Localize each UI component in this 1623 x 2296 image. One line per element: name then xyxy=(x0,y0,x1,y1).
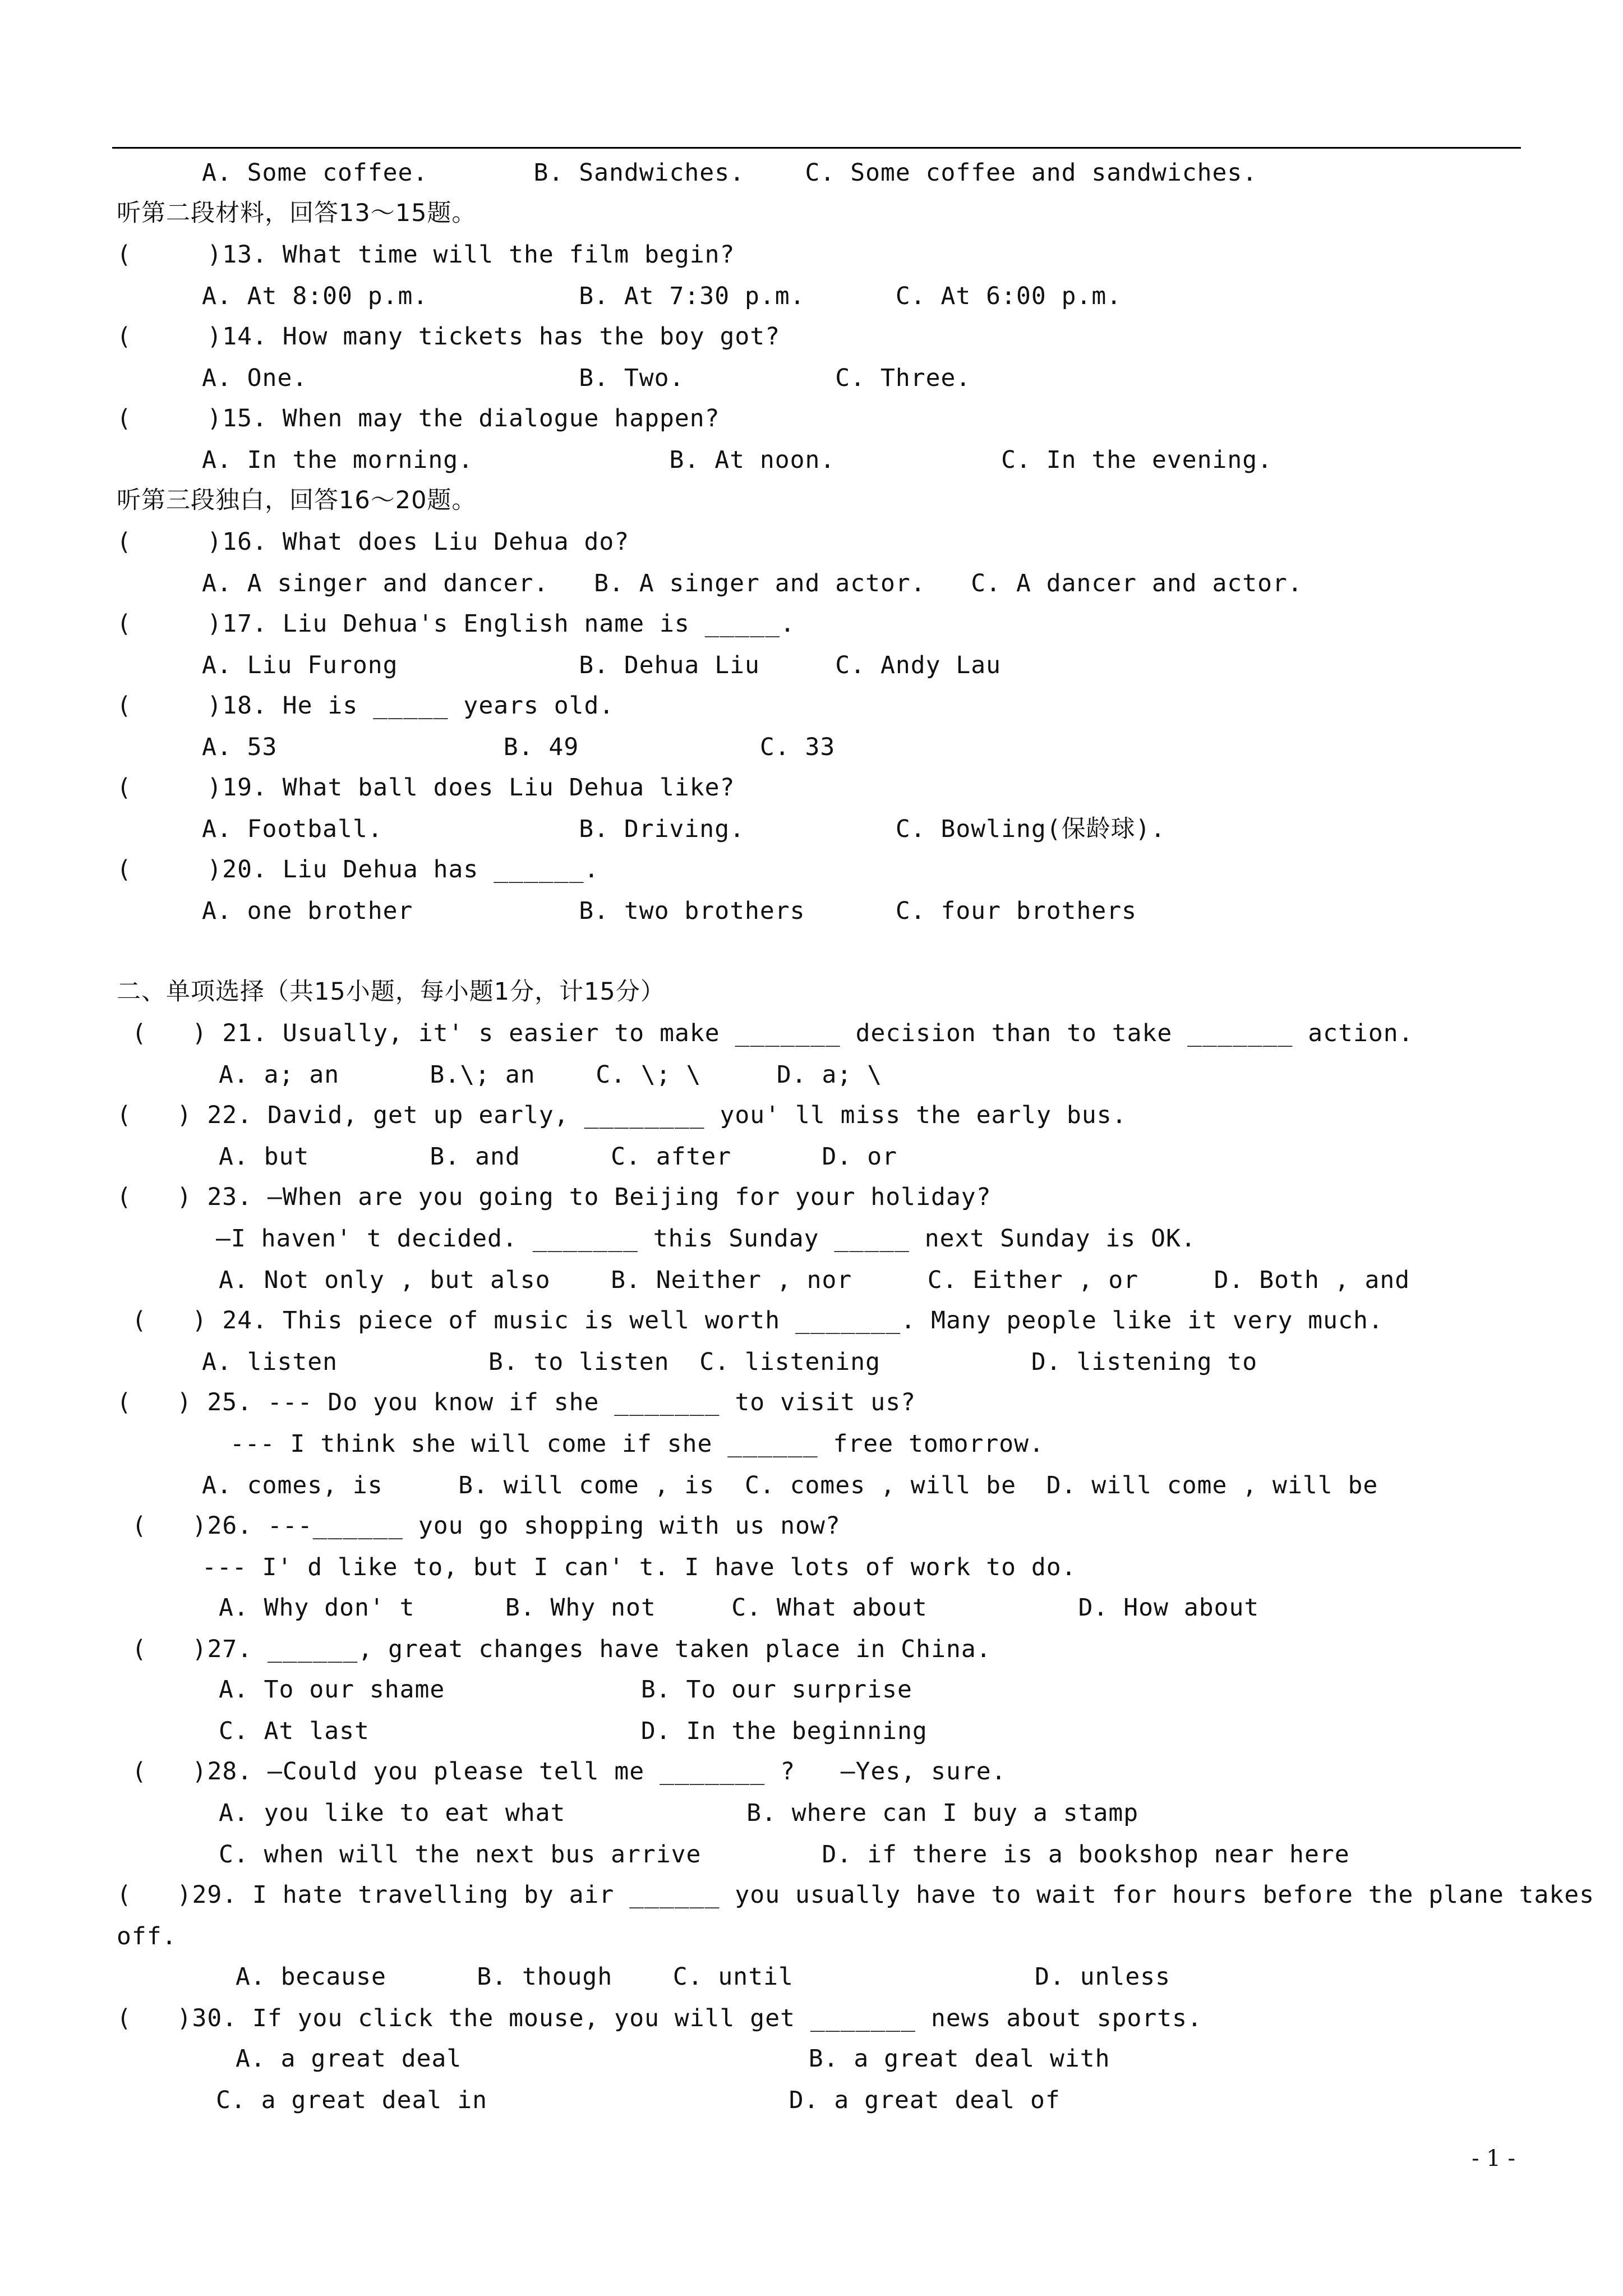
q14-options: A. One. B. Two. C. Three. xyxy=(202,364,971,392)
q18-options: A. 53 B. 49 C. 33 xyxy=(202,733,836,761)
question-14: ( )14. How many tickets has the boy got? xyxy=(117,323,781,351)
q29-options: A. because B. though C. until D. unless xyxy=(236,1963,1171,1991)
question-27: ( )27. ______, great changes have taken place in China. xyxy=(132,1635,992,1663)
question-28: ( )28. —Could you please tell me _______ ? —Yes, sure. xyxy=(132,1757,1007,1786)
q21-options: A. a; an B.\; an C. \; \ D. a; \ xyxy=(219,1061,883,1089)
q23-reply: —I haven' t decided. _______ this Sunday _____ next Sunday is OK. xyxy=(216,1225,1196,1253)
page-number: - 1 - xyxy=(1472,2146,1515,2171)
question-19: ( )19. What ball does Liu Dehua like? xyxy=(117,774,735,802)
q26-reply: --- I' d like to, but I can' t. I have lots of work to do. xyxy=(202,1553,1077,1581)
question-18: ( )18. He is _____ years old. xyxy=(117,692,615,720)
question-20: ( )20. Liu Dehua has ______. xyxy=(117,855,600,884)
question-29-continued: off. xyxy=(117,1922,177,1950)
q26-options: A. Why don' t B. Why not C. What about D. How about xyxy=(219,1594,1260,1622)
question-21: ( ) 21. Usually, it' s easier to make _______ decision than to take _______ action. xyxy=(132,1019,1414,1047)
q30-options-ab: A. a great deal B. a great deal with xyxy=(236,2045,1110,2073)
question-22: ( ) 22. David, get up early, ________ you' ll miss the early bus. xyxy=(117,1101,1127,1129)
question-29: ( )29. I hate travelling by air ______ you usually have to wait for hours before the plane takes xyxy=(117,1881,1595,1909)
q25-reply: --- I think she will come if she ______ free tomorrow. xyxy=(230,1430,1044,1458)
section-heading-single-choice: 二、单项选择（共15小题，每小题1分，计15分） xyxy=(117,978,665,1006)
header-rule xyxy=(112,147,1521,149)
question-30: ( )30. If you click the mouse, you will get _______ news about sports. xyxy=(117,2004,1202,2032)
question-16: ( )16. What does Liu Dehua do? xyxy=(117,528,630,556)
section-heading-part2: 听第二段材料，回答13～15题。 xyxy=(117,199,477,227)
q27-options-cd: C. At last D. In the beginning xyxy=(219,1717,928,1745)
q27-options-ab: A. To our shame B. To our surprise xyxy=(219,1676,912,1704)
question-13: ( )13. What time will the film begin? xyxy=(117,241,735,269)
q12-options: A. Some coffee. B. Sandwiches. C. Some coffee and sandwiches. xyxy=(202,159,1258,187)
q28-options-cd: C. when will the next bus arrive D. if there is a bookshop near here xyxy=(219,1841,1350,1869)
q28-options-ab: A. you like to eat what B. where can I buy a stamp xyxy=(219,1799,1139,1827)
q15-options: A. In the morning. B. At noon. C. In the evening. xyxy=(202,446,1273,474)
question-24: ( ) 24. This piece of music is well worth _______. Many people like it very much. xyxy=(132,1306,1384,1335)
q22-options: A. but B. and C. after D. or xyxy=(219,1143,897,1171)
question-17: ( )17. Liu Dehua's English name is _____. xyxy=(117,610,795,638)
q25-options: A. comes, is B. will come , is C. comes , will be D. will come , will be xyxy=(202,1471,1378,1499)
question-25: ( ) 25. --- Do you know if she _______ to visit us? xyxy=(117,1388,916,1416)
question-26: ( )26. ---______ you go shopping with us now? xyxy=(132,1512,841,1540)
q30-options-cd: C. a great deal in D. a great deal of xyxy=(216,2086,1061,2114)
q13-options: A. At 8:00 p.m. B. At 7:30 p.m. C. At 6:00 p.m. xyxy=(202,282,1122,310)
q16-options: A. A singer and dancer. B. A singer and actor. C. A dancer and actor. xyxy=(202,569,1303,597)
section-heading-part3: 听第三段独白，回答16～20题。 xyxy=(117,486,477,514)
q19-options: A. Football. B. Driving. C. Bowling(保龄球). xyxy=(202,815,1166,843)
question-23: ( ) 23. —When are you going to Beijing for your holiday? xyxy=(117,1183,992,1211)
q20-options: A. one brother B. two brothers C. four brothers xyxy=(202,897,1137,925)
question-15: ( )15. When may the dialogue happen? xyxy=(117,404,720,432)
q24-options: A. listen B. to listen C. listening D. listening to xyxy=(202,1348,1258,1376)
q23-options: A. Not only , but also B. Neither , nor C. Either , or D. Both , and xyxy=(219,1266,1410,1294)
q17-options: A. Liu Furong B. Dehua Liu C. Andy Lau xyxy=(202,651,1002,679)
